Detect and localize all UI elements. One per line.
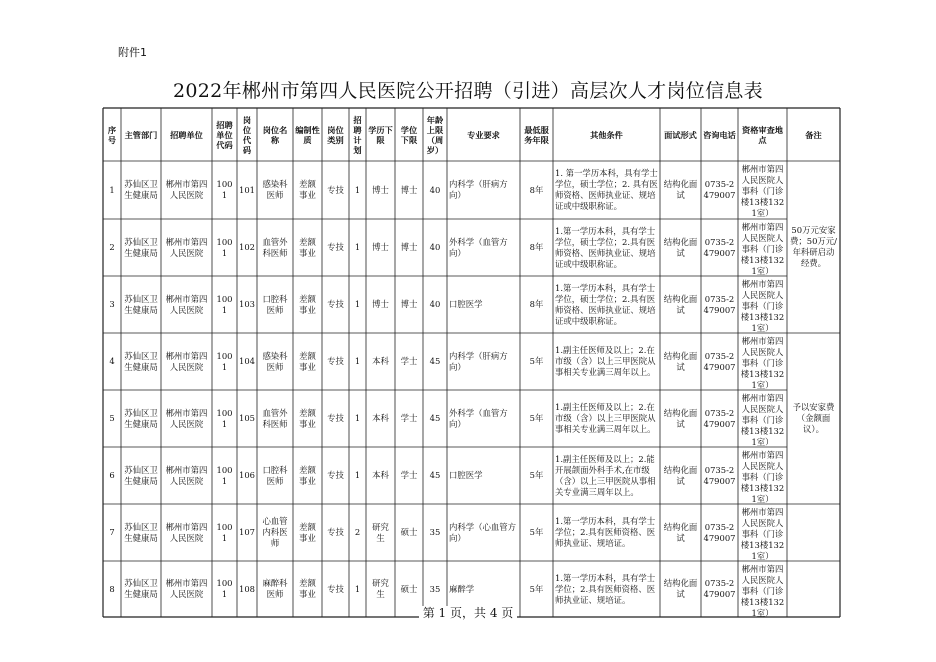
cell-dept: 苏仙区卫生健康局 bbox=[124, 350, 158, 372]
cell-age: 35 bbox=[429, 583, 441, 594]
cell-post-code: 104 bbox=[239, 356, 255, 366]
cell-staff-type: 差额事业 bbox=[299, 521, 316, 543]
cell-no: 7 bbox=[109, 527, 115, 537]
cell-unit: 郴州市第四人民医院 bbox=[165, 350, 208, 372]
header-cell: 招聘单位 bbox=[170, 129, 203, 140]
cell-post-name: 感染科医师 bbox=[262, 179, 288, 200]
cell-unit: 郴州市第四人民医院 bbox=[165, 179, 208, 200]
cell-years: 8年 bbox=[529, 184, 544, 195]
page-number: 第 1 页，共 4 页 bbox=[419, 606, 518, 620]
cell-post-type: 专技 bbox=[327, 242, 344, 252]
cell-major: 内科学（肝病方向） bbox=[449, 350, 508, 372]
header-cell: 咨询电话 bbox=[703, 129, 736, 140]
cell-major: 内科学（心血管方向） bbox=[449, 521, 516, 543]
cell-post-code: 108 bbox=[239, 583, 255, 594]
header-cell: 学历下限 bbox=[368, 124, 393, 145]
cell-unit-code: 1001 bbox=[216, 293, 233, 315]
cell-place: 郴州市第四人民医院人事科（门诊楼13楼1321室） bbox=[740, 336, 785, 390]
cell-interview: 结构化面试 bbox=[663, 179, 698, 200]
cell-post-name: 血管外科医师 bbox=[262, 236, 288, 258]
cell-post-type: 专技 bbox=[327, 470, 344, 480]
cell-no: 6 bbox=[109, 470, 115, 480]
cell-major: 外科学（血管方向） bbox=[449, 236, 508, 258]
cell-no: 2 bbox=[109, 242, 115, 252]
cell-place: 郴州市第四人民医院人事科（门诊楼13楼1321室） bbox=[740, 222, 785, 276]
remark-cell: 予以安家费（金额面议）。 bbox=[792, 402, 835, 434]
cell-unit: 郴州市第四人民医院 bbox=[165, 293, 208, 315]
remark-cell: 50万元安家费；50万元/年科研启动经费。 bbox=[790, 225, 837, 268]
cell-edu: 本科 bbox=[372, 356, 389, 366]
cell-interview: 结构化面试 bbox=[663, 521, 698, 543]
cell-years: 5年 bbox=[529, 356, 544, 366]
header-cell: 岗位代码 bbox=[242, 114, 252, 155]
cell-major: 口腔医学 bbox=[449, 299, 483, 309]
cell-no: 4 bbox=[109, 356, 115, 366]
cell-post-code: 105 bbox=[239, 413, 255, 423]
cell-years: 8年 bbox=[529, 242, 544, 252]
cell-post-type: 专技 bbox=[327, 413, 344, 423]
cell-staff-type: 差额事业 bbox=[299, 236, 316, 258]
cell-plan: 1 bbox=[354, 470, 361, 480]
cell-place: 郴州市第四人民医院人事科（门诊楼13楼1321室） bbox=[740, 564, 785, 617]
cell-interview: 结构化面试 bbox=[663, 350, 698, 372]
cell-phone: 0735-2479007 bbox=[703, 464, 736, 486]
header-cell: 面试形式 bbox=[664, 129, 697, 140]
cell-post-type: 专技 bbox=[327, 184, 344, 195]
header-cell: 编制性质 bbox=[295, 124, 320, 145]
cell-years: 5年 bbox=[529, 413, 544, 423]
cell-staff-type: 差额事业 bbox=[299, 578, 316, 599]
cell-plan: 1 bbox=[354, 299, 361, 309]
cell-edu: 研究生 bbox=[372, 521, 389, 543]
cell-age: 45 bbox=[429, 356, 441, 366]
cell-age: 40 bbox=[429, 299, 441, 309]
cell-phone: 0735-2479007 bbox=[703, 350, 736, 372]
cell-age: 40 bbox=[429, 184, 441, 195]
header-cell: 最低服务年限 bbox=[524, 124, 549, 145]
cell-no: 8 bbox=[109, 583, 115, 594]
cell-dept: 苏仙区卫生健康局 bbox=[124, 521, 158, 543]
cell-edu: 博士 bbox=[372, 184, 389, 195]
cell-staff-type: 差额事业 bbox=[299, 179, 316, 200]
attachment-label: 附件1 bbox=[118, 46, 147, 59]
cell-unit-code: 1001 bbox=[216, 236, 233, 258]
cell-place: 郴州市第四人民医院人事科（门诊楼13楼1321室） bbox=[740, 393, 785, 447]
cell-plan: 1 bbox=[354, 242, 361, 252]
header-cell: 招聘单位代码 bbox=[216, 119, 233, 150]
header-cell: 岗位类别 bbox=[327, 124, 344, 145]
cell-unit: 郴州市第四人民医院 bbox=[165, 578, 208, 599]
header-cell: 学位下限 bbox=[400, 124, 418, 145]
cell-post-name: 感染科医师 bbox=[262, 350, 288, 372]
cell-dept: 苏仙区卫生健康局 bbox=[124, 179, 158, 200]
cell-years: 8年 bbox=[529, 299, 544, 309]
cell-edu: 博士 bbox=[372, 299, 389, 309]
cell-post-type: 专技 bbox=[327, 583, 344, 594]
page-footer bbox=[0, 604, 936, 621]
cell-degree: 博士 bbox=[400, 184, 418, 195]
cell-degree: 学士 bbox=[400, 356, 418, 366]
cell-post-name: 心血管内科医师 bbox=[262, 516, 288, 548]
cell-post-code: 101 bbox=[239, 184, 255, 195]
cell-degree: 硕士 bbox=[400, 527, 418, 537]
cell-age: 35 bbox=[429, 527, 441, 537]
cell-unit: 郴州市第四人民医院 bbox=[165, 236, 208, 258]
cell-degree: 博士 bbox=[400, 299, 418, 309]
cell-unit: 郴州市第四人民医院 bbox=[165, 464, 208, 486]
cell-other: 1.第一学历本科，具有学士学位；2.具有医师资格、医师执业证、规培证。 bbox=[555, 516, 656, 548]
cell-degree: 学士 bbox=[400, 470, 418, 480]
cell-edu: 本科 bbox=[372, 413, 389, 423]
cell-interview: 结构化面试 bbox=[663, 578, 698, 599]
cell-degree: 硕士 bbox=[400, 583, 418, 594]
cell-no: 5 bbox=[109, 413, 115, 423]
cell-phone: 0735-2479007 bbox=[703, 293, 736, 315]
cell-post-name: 麻醉科医师 bbox=[262, 578, 288, 599]
cell-dept: 苏仙区卫生健康局 bbox=[124, 578, 158, 599]
cell-other: 1.副主任医师及以上；2.能开展颌面外科手术,在市级（含）以上三甲医院从事相关专业满三周年以上。 bbox=[555, 453, 656, 497]
cell-place: 郴州市第四人民医院人事科（门诊楼13楼1321室） bbox=[740, 450, 785, 504]
cell-post-type: 专技 bbox=[327, 527, 344, 537]
cell-other: 1.副主任医师及以上；2.在市级（含）以上三甲医院从事相关专业满三周年以上。 bbox=[555, 402, 656, 434]
cell-major: 外科学（血管方向） bbox=[449, 407, 508, 429]
cell-post-code: 103 bbox=[239, 299, 255, 309]
cell-unit-code: 1001 bbox=[216, 179, 233, 200]
cell-plan: 1 bbox=[354, 413, 361, 423]
header-cell: 其他条件 bbox=[590, 129, 623, 140]
cell-post-name: 血管外科医师 bbox=[262, 407, 288, 429]
cell-edu: 博士 bbox=[372, 242, 389, 252]
cell-unit: 郴州市第四人民医院 bbox=[165, 521, 208, 543]
cell-other: 1.第一学历本科，具有学士学位，硕士学位；2.具有医师资格、医师执业证、规培证或中级职称证。 bbox=[555, 282, 656, 326]
cell-age: 45 bbox=[429, 413, 441, 423]
cell-post-name: 口腔科医师 bbox=[262, 464, 288, 486]
page-title: 2022年郴州市第四人民医院公开招聘（引进）高层次人才岗位信息表 bbox=[173, 80, 763, 102]
cell-staff-type: 差额事业 bbox=[299, 293, 316, 315]
cell-dept: 苏仙区卫生健康局 bbox=[124, 407, 158, 429]
cell-unit-code: 1001 bbox=[216, 578, 233, 599]
cell-years: 5年 bbox=[529, 470, 544, 480]
cell-post-code: 107 bbox=[239, 527, 255, 537]
cell-major: 麻醉学 bbox=[449, 583, 475, 594]
cell-major: 内科学（肝病方向） bbox=[449, 179, 508, 200]
cell-phone: 0735-2479007 bbox=[703, 578, 736, 599]
cell-interview: 结构化面试 bbox=[663, 407, 698, 429]
cell-other: 1.第一学历本科，具有学士学位，硕士学位；2.具有医师资格、医师执业证、规培证或中级职称证。 bbox=[555, 225, 656, 269]
cell-plan: 1 bbox=[354, 583, 361, 594]
cell-edu: 研究生 bbox=[372, 578, 389, 599]
cell-dept: 苏仙区卫生健康局 bbox=[124, 236, 158, 258]
cell-post-name: 口腔科医师 bbox=[262, 293, 288, 315]
cell-unit-code: 1001 bbox=[216, 407, 233, 429]
cell-edu: 本科 bbox=[372, 470, 389, 480]
cell-place: 郴州市第四人民医院人事科（门诊楼13楼1321室） bbox=[740, 279, 785, 333]
cell-plan: 2 bbox=[354, 527, 361, 537]
cell-major: 口腔医学 bbox=[449, 470, 483, 480]
cell-plan: 1 bbox=[354, 356, 361, 366]
cell-years: 5年 bbox=[529, 527, 544, 537]
cell-interview: 结构化面试 bbox=[663, 236, 698, 258]
cell-interview: 结构化面试 bbox=[663, 464, 698, 486]
cell-degree: 博士 bbox=[400, 242, 418, 252]
cell-post-code: 106 bbox=[239, 470, 255, 480]
cell-unit: 郴州市第四人民医院 bbox=[165, 407, 208, 429]
cell-phone: 0735-2479007 bbox=[703, 179, 736, 200]
cell-staff-type: 差额事业 bbox=[299, 407, 316, 429]
header-cell: 资格审查地点 bbox=[742, 124, 783, 145]
header-cell: 主管部门 bbox=[124, 129, 158, 140]
cell-post-type: 专技 bbox=[327, 356, 344, 366]
cell-place: 郴州市第四人民医院人事科（门诊楼13楼1321室） bbox=[740, 164, 785, 218]
cell-years: 5年 bbox=[529, 583, 544, 594]
cell-phone: 0735-2479007 bbox=[703, 407, 736, 429]
cell-post-type: 专技 bbox=[327, 299, 344, 309]
cell-no: 3 bbox=[109, 299, 115, 309]
cell-phone: 0735-2479007 bbox=[703, 521, 736, 543]
cell-degree: 学士 bbox=[400, 413, 418, 423]
header-cell: 年龄上限（周岁） bbox=[426, 114, 444, 155]
header-cell: 备注 bbox=[805, 129, 822, 140]
header-cell: 专业要求 bbox=[467, 129, 500, 140]
cell-staff-type: 差额事业 bbox=[299, 350, 316, 372]
header-cell: 岗位名称 bbox=[262, 124, 288, 145]
cell-age: 40 bbox=[429, 242, 441, 252]
cell-unit-code: 1001 bbox=[216, 521, 233, 543]
cell-interview: 结构化面试 bbox=[663, 293, 698, 315]
cell-age: 45 bbox=[429, 470, 441, 480]
header-cell: 序号 bbox=[107, 124, 117, 145]
header-cell: 招聘计划 bbox=[353, 114, 362, 155]
cell-staff-type: 差额事业 bbox=[299, 464, 316, 486]
cell-post-code: 102 bbox=[239, 242, 255, 252]
cell-plan: 1 bbox=[354, 184, 361, 195]
cell-phone: 0735-2479007 bbox=[703, 236, 736, 258]
cell-other: 1. 第一学历本科，具有学士学位，硕士学位；2. 具有医师资格、医师执业证、规培证或中级职称证。 bbox=[555, 168, 658, 211]
cell-dept: 苏仙区卫生健康局 bbox=[124, 293, 158, 315]
cell-dept: 苏仙区卫生健康局 bbox=[124, 464, 158, 486]
cell-unit-code: 1001 bbox=[216, 464, 233, 486]
cell-no: 1 bbox=[109, 184, 115, 195]
cell-unit-code: 1001 bbox=[216, 350, 233, 372]
cell-place: 郴州市第四人民医院人事科（门诊楼13楼1321室） bbox=[740, 507, 785, 561]
cell-other: 1.第一学历本科，具有学士学位；2.具有医师资格、医师执业证、规培证。 bbox=[555, 572, 656, 605]
cell-other: 1.副主任医师及以上；2.在市级（含）以上三甲医院从事相关专业满三周年以上。 bbox=[555, 345, 656, 377]
